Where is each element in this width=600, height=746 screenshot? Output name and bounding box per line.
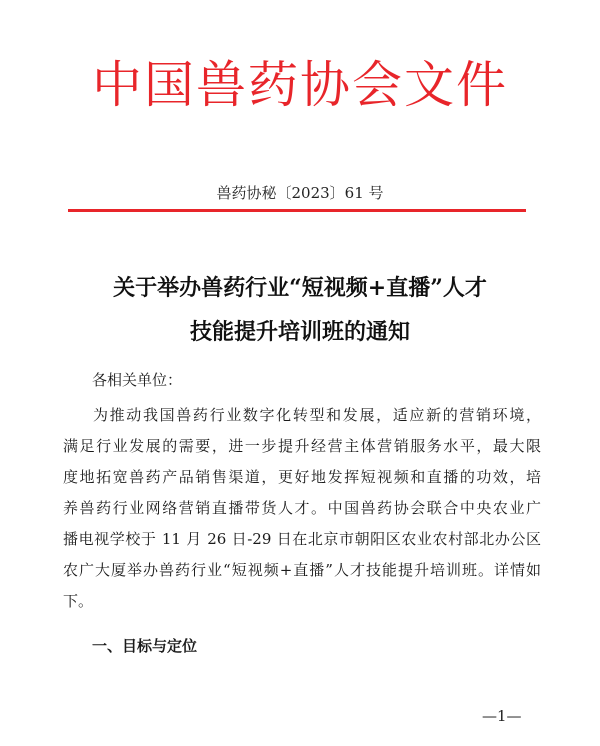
body-line: 为推动我国兽药行业数字化转型和发展，适应新的营销环境， <box>93 406 541 424</box>
notice-title-line: 关于举办兽药行业“短视频+直播”人才 <box>113 275 487 301</box>
page-number: —1— <box>482 707 522 725</box>
notice-title <box>0 266 600 354</box>
body-line: 养兽药行业网络营销直播带货人才。中国兽药协会联合中央农业广 <box>63 499 541 517</box>
body-line: 下。 <box>63 592 94 610</box>
body-line: 农广大厦举办兽药行业“短视频+直播”人才技能提升培训班。详情如 <box>63 561 541 579</box>
body-line: 播电视学校于 11 月 26 日-29 日在北京市朝阳区农业农村部北办公区 <box>63 530 541 548</box>
document-number: 兽药协秘〔2023〕61 号 <box>216 184 384 202</box>
body-line: 满足行业发展的需要，进一步提升经营主体营销服务水平，最大限 <box>63 437 541 455</box>
notice-title-line: 技能提升培训班的通知 <box>189 319 410 345</box>
body-paragraph <box>63 400 541 617</box>
salutation: 各相关单位： <box>92 371 183 389</box>
header-divider <box>68 209 526 212</box>
document-header-title: 中国兽药协会文件 <box>92 56 508 114</box>
body-line: 度地拓宽兽药产品销售渠道，更好地发挥短视频和直播的功效，培 <box>63 468 541 486</box>
section-heading: 一、目标与定位 <box>92 637 198 655</box>
